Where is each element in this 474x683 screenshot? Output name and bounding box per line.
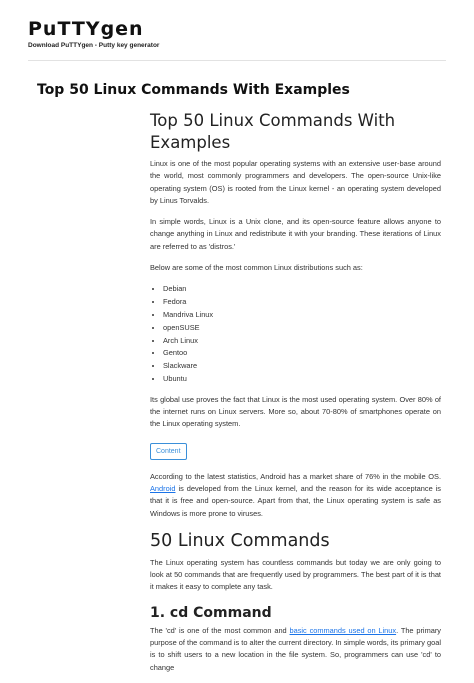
list-item: • Gentoo [163,347,441,360]
list-item: • Fedora [163,296,441,309]
site-tagline: Download PuTTYgen - Putty key generator [28,42,160,49]
list-item: • Debian [163,283,441,296]
android-link[interactable]: Android [150,483,176,493]
section-heading: 50 Linux Commands [150,530,330,551]
cd-command-paragraph [150,625,441,674]
section-paragraph: The Linux operating system has countless commands but today we are only going to look at 50 commands that are frequently used by programmers. The best part of it is that it makes it easy to complete any task. [150,557,441,592]
cd-text-before: The 'cd' is one of the most common and [150,625,290,635]
intro-paragraph-1: Linux is one of the most popular operating systems with an extensive user-base around the world, most commonly programmers and developers. The open-source Unix-like operating system (OS) is rooted from the Linux kernel - an operating system developed by Linus Torvalds. [150,159,441,205]
list-item: • Arch Linux [163,335,441,348]
android-text-after: is developed from the Linux kernel, and the reason for its wide acceptance is that it is free and open-source. Apart from that, the Linux operating system is safe as Windows is more prone to viruses. [150,483,441,518]
article-heading: Top 50 Linux Commands With Examples [150,111,396,152]
cd-command-heading: 1. cd Command [150,604,272,621]
list-item: • Ubuntu [163,373,441,386]
cd-text-after: . The primary purpose of the command is to alter the current directory. In simple words, its primary goal is to shift users to a new location in the file system. So, programmers can use 'cd' to change [150,625,441,672]
list-item: • Slackware [163,360,441,373]
page-title: Top 50 Linux Commands With Examples [37,82,350,98]
content-toggle-button[interactable]: Content [150,443,187,460]
android-paragraph [150,471,441,520]
basic-commands-link[interactable]: basic commands used on Linux [289,625,397,635]
header-divider [28,60,446,61]
intro-paragraph-2: In simple words, Linux is a Unix clone, and its open-source feature allows anyone to change anything in Linux and redistribute it with your branding. These iterations of Linux are referred to as 'distros.' [150,217,441,251]
list-item: • openSUSE [163,322,441,335]
distro-list [150,283,441,385]
android-text-before: According to the latest statistics, Android has a market share of 76% in the mobile OS. [150,471,441,481]
usage-paragraph: Its global use proves the fact that Linux is the most used operating system. Over 80% of the internet runs on Linux servers. More so, about 70-80% of smartphones operate on the Linux operating system. [150,394,441,429]
article-body [150,110,441,683]
list-item: • Mandriva Linux [163,309,441,322]
site-header [28,18,446,49]
site-title-link[interactable]: PuTTYgen [28,18,144,40]
intro-paragraph-3: Below are some of the most common Linux distributions such as: [150,263,363,273]
